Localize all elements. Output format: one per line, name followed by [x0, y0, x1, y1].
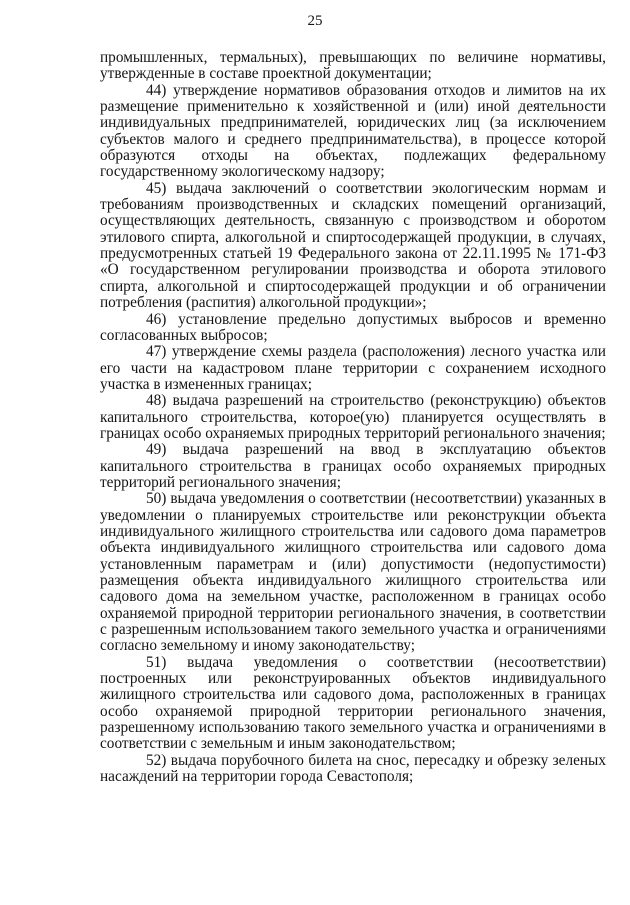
paragraph-continuation: промышленных, термальных), превышающих по величине нормативы, утвержденные в составе проектной документации; [100, 49, 606, 83]
paragraph-47: 47) утверждение схемы раздела (расположения) лесного участка или его части на кадастровом плане территории с сохранением исходного участка в измененных границах; [100, 343, 606, 393]
paragraph-51: 51) выдача уведомления о соответствии (несоответствии) построенных или реконструированных объектов индивидуального жилищного строительства или садового дома, расположенных в границах особо охраняемой природной территории регионального значения, разрешенному использованию такого земельного участка и ограничениями в соответствии с земельным и иным законодательством; [100, 653, 606, 753]
paragraph-46: 46) установление предельно допустимых выбросов и временно согласованных выбросов; [100, 310, 606, 344]
paragraph-48: 48) выдача разрешений на строительство (реконструкцию) объектов капитального строительства, которое(ую) планируется осуществлять в границах особо охраняемых природных территорий регионального значения; [100, 392, 606, 442]
paragraph-45: 45) выдача заключений о соответствии экологическим нормам и требованиям производственных и складских помещений организаций, осуществляющих деятельность, связанную с производством и оборотом этилового спирта, алкогольной и спиртосодержащей продукции, в случаях, предусмотренных статьей 19 Федерального закона от 22.11.1995 № 171-ФЗ «О государственном регулировании производства и оборота этилового спирта, алкогольной и спиртосодержащей продукции и об ограничении потребления (распития) алкогольной продукции»; [100, 179, 606, 312]
paragraph-44: 44) утверждение нормативов образования отходов и лимитов на их размещение применительно к хозяйственной и (или) иной деятельности индивидуальных предпринимателей, юридических лиц (за исключением субъектов малого и среднего предпринимательства), в процессе которой образуются отходы на объектах, подлежащих федеральному государственному экологическому надзору; [100, 81, 606, 181]
page-number: 25 [307, 13, 323, 29]
paragraph-50: 50) выдача уведомления о соответствии (несоответствии) указанных в уведомлении о планируемых строительстве или реконструкции объекта индивидуального жилищного строительства или садового дома параметров объекта индивидуального жилищного строительства или садового дома установленным параметрам и (или) допустимости (недопустимости) размещения объекта индивидуального жилищного строительства или садового дома на земельном участке, расположенном в границах особо охраняемой природной территории регионального значения, в соответствии с разрешенным использованием такого земельного участка и ограничениями согласно земельному и иному законодательству; [100, 490, 606, 655]
paragraph-52: 52) выдача порубочного билета на снос, пересадку и обрезку зеленых насаждений на территории города Севастополя; [100, 751, 606, 786]
paragraph-49: 49) выдача разрешений на ввод в эксплуатацию объектов капитального строительства в границах особо охраняемых природных территорий регионального значения; [100, 441, 606, 491]
